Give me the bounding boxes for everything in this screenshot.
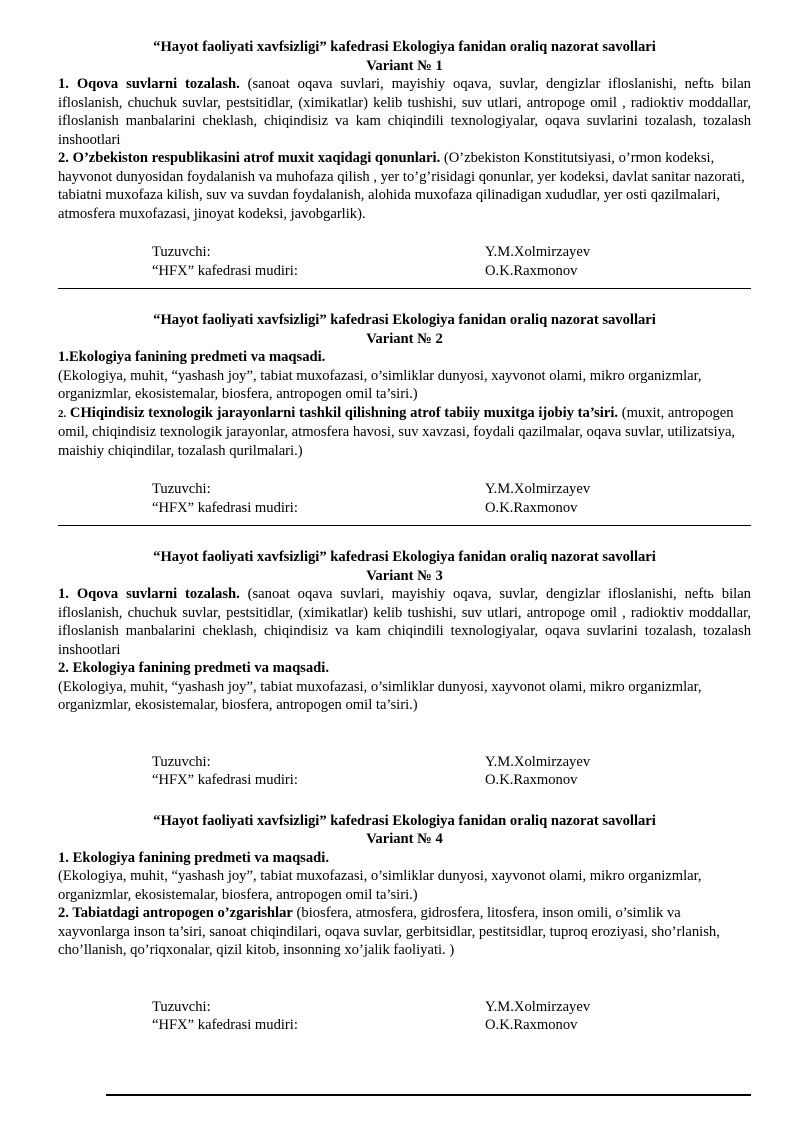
compiler-name: Y.M.Xolmirzayev (485, 753, 591, 770)
head-name: O.K.Raxmonov (485, 772, 578, 788)
compiler-name: Y.M.Xolmirzayev (485, 481, 591, 497)
head-name: O.K.Raxmonov (485, 1017, 578, 1033)
signature-block (58, 998, 751, 1035)
question-heading: 1.Ekologiya fanining predmeti va maqsadi. (58, 349, 326, 365)
question-2 (58, 659, 751, 715)
signature-block (58, 753, 751, 790)
variant-1 (58, 38, 751, 289)
question-1 (58, 585, 751, 659)
question-heading: 1. Oqova suvlarni tozalash. (58, 586, 240, 602)
compiler-role: Tuzuvchi: (152, 753, 211, 770)
variant-number: Variant № 2 (366, 330, 443, 347)
question-heading: 2. Ekologiya fanining predmeti va maqsadi. (58, 660, 329, 676)
head-role: “HFX” kafedrasi mudiri: (152, 1017, 298, 1033)
question-number: 2. (58, 407, 67, 420)
question-heading: 2. Tabiatdagi antropogen o’zgarishlar (58, 905, 293, 921)
section-divider (58, 288, 751, 289)
question-1 (58, 348, 751, 404)
question-2 (58, 149, 751, 223)
question-heading: 2. O’zbekiston respublikasini atrof muxit xaqidagi qonunlari. (58, 150, 441, 166)
question-2 (58, 404, 751, 461)
question-2 (58, 904, 751, 960)
variant-title: “Hayot faoliyati xavfsizligi” kafedrasi Ekologiya fanidan oraliq nazorat savollari (153, 812, 656, 829)
question-heading: 1. Oqova suvlarni tozalash. (58, 76, 240, 92)
compiler-role: Tuzuvchi: (152, 244, 211, 260)
variant-title: “Hayot faoliyati xavfsizligi” kafedrasi Ekologiya fanidan oraliq nazorat savollari (153, 549, 656, 565)
question-body: (Ekologiya, muhit, “yashash joy”, tabiat muxofazasi, o’simliklar dunyosi, xayvonot olami, mikro organizmlar, organizmlar, ekosistemalar, biosfera, antropogen omil ta’siri.) (58, 678, 702, 713)
question-body: (muxit, antropogen omil, chiqindisiz texnologik jarayonlar, atmosfera havosi, suv xavzasi, foydali qazilmalar, oqava suvlar, utilizatsiya, maishiy chiqindilar, tozalash qurilmalari.) (58, 404, 736, 459)
signature-block (58, 480, 751, 517)
signature-block (58, 243, 751, 280)
variant-title: “Hayot faoliyati xavfsizligi” kafedrasi Ekologiya fanidan oraliq nazorat savollari (153, 312, 656, 328)
compiler-role: Tuzuvchi: (152, 998, 211, 1015)
question-body: (Ekologiya, muhit, “yashash joy”, tabiat muxofazasi, o’simliklar dunyosi, xayvonot olami, mikro organizmlar, organizmlar, ekosistemalar, biosfera, antropogen omil ta’siri.) (58, 868, 702, 903)
head-name: O.K.Raxmonov (485, 262, 578, 279)
variant-number: Variant № 4 (366, 831, 443, 847)
question-1 (58, 75, 751, 149)
compiler-name: Y.M.Xolmirzayev (485, 998, 591, 1015)
question-body: (sanoat oqava suvlari, mayishiy oqava, suvlar, dengizlar ifloslanishi, neftь bilan ifloslanish, chuchuk suvlar, pestsitidlar, (ximikatlar) kelib tushishi, suv utlari, antropoge omil , radioktiv moddallar, ifloslanish manbalarini cheklash, chiqindisiz va kam chiqindili texnologiyalar, oqava suvlarini tozalash, tozalash inshootlari (58, 76, 751, 148)
question-body: (O’zbekiston Konstitutsiyasi, o’rmon kodeksi, hayvonot dunyosidan foydalanish va muhofaza qilish , yer to’g’risidagi qonunlar, yer kodeksi, davlat sanitar nazorati, tabiatni muxofaza kilish, suv va suvdan foydalanish, alohida muxofaza qilinadigan xududlar, yer osti qazilmalari, atmosfera muxofazasi, jinoyat kodeksi, javobgarlik). (58, 150, 745, 222)
variant-4 (58, 812, 751, 1035)
variant-number: Variant № 3 (366, 567, 443, 584)
variant-number: Variant № 1 (366, 57, 443, 74)
compiler-name: Y.M.Xolmirzayev (485, 244, 591, 260)
document-page (58, 38, 751, 1035)
bottom-rule (106, 1094, 751, 1096)
head-role: “HFX” kafedrasi mudiri: (152, 499, 298, 516)
question-heading: CHiqindisiz texnologik jarayonlarni tashkil qilishning atrof tabiiy muxitga ijobiy ta’siri. (66, 404, 619, 421)
variant-2 (58, 311, 751, 526)
question-1 (58, 849, 751, 905)
compiler-role: Tuzuvchi: (152, 481, 211, 497)
section-divider (58, 525, 751, 526)
question-body: (biosfera, atmosfera, gidrosfera, litosfera, inson omili, o’simlik va xayvonlarga inson ta’siri, sanoat chiqindilari, oqava suvlar, gerbitsidlar, pestitsidlar, tuproq eroziyasi, sho’rlanish, cho’llanish, qo’riqxonalar, qizil kitob, insonning xo’jalik faoliyati. ) (58, 905, 720, 958)
head-role: “HFX” kafedrasi mudiri: (152, 262, 298, 279)
question-body: (sanoat oqava suvlari, mayishiy oqava, suvlar, dengizlar ifloslanishi, neftь bilan ifloslanish, chuchuk suvlar, pestsitidlar, (ximikatlar) kelib tushishi, suv utlari, antropoge omil , radioktiv moddallar, ifloslanish manbalarini cheklash, chiqindisiz va kam chiqindili texnologiyalar, oqava suvlarini tozalash, tozalash inshootlari (58, 586, 751, 658)
question-heading: 1. Ekologiya fanining predmeti va maqsadi. (58, 849, 329, 866)
head-name: O.K.Raxmonov (485, 499, 578, 516)
question-body: (Ekologiya, muhit, “yashash joy”, tabiat muxofazasi, o’simliklar dunyosi, xayvonot olami, mikro organizmlar, organizmlar, ekosistemalar, biosfera, antropogen omil ta’siri.) (58, 367, 702, 402)
head-role: “HFX” kafedrasi mudiri: (152, 772, 298, 788)
variant-3 (58, 548, 751, 790)
variant-title: “Hayot faoliyati xavfsizligi” kafedrasi Ekologiya fanidan oraliq nazorat savollari (153, 39, 656, 55)
